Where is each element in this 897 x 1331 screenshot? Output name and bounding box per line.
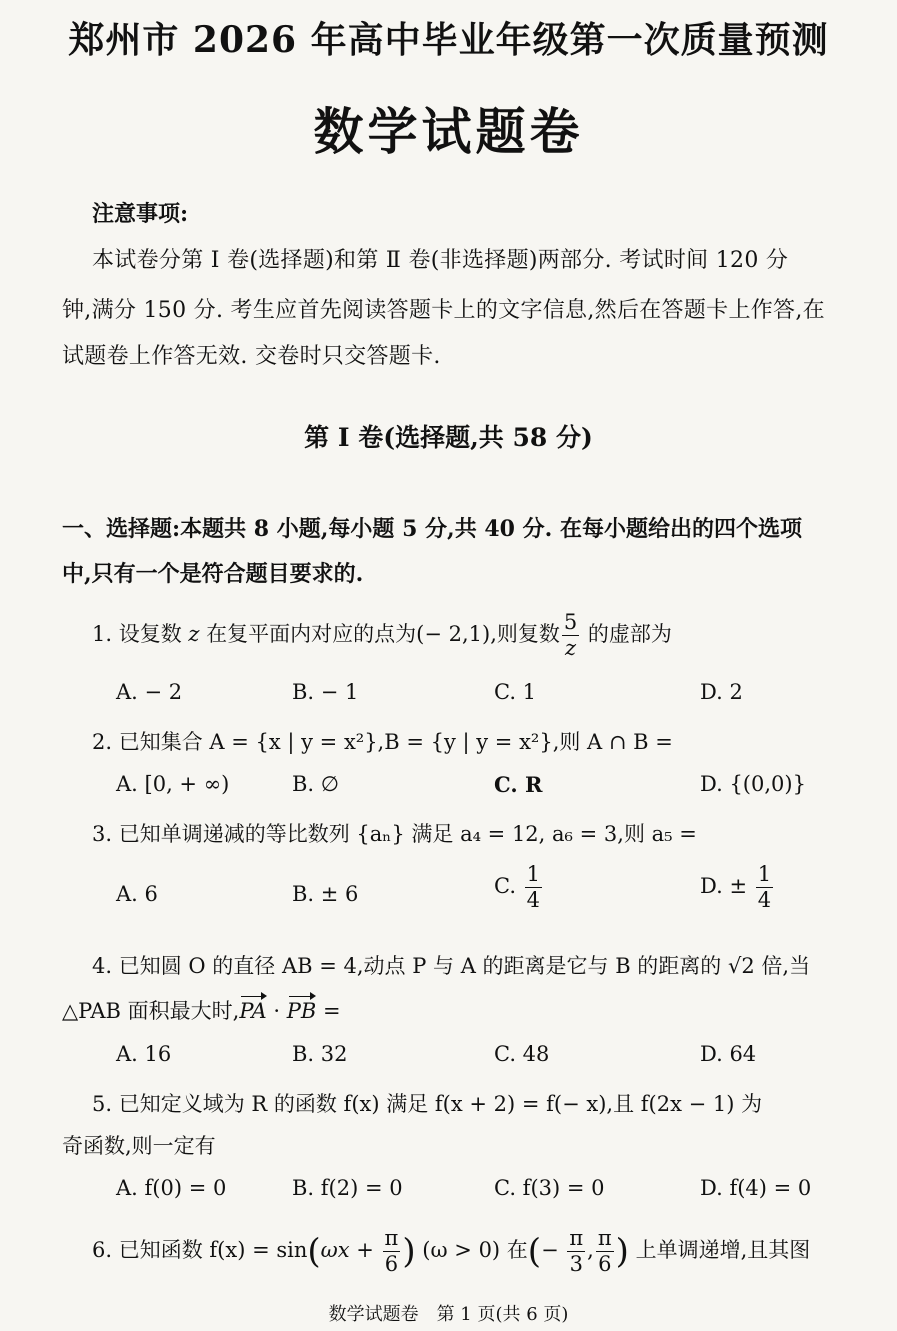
question-1-option-d: D. 2	[700, 680, 743, 704]
question-4-option-c: C. 48	[494, 1042, 550, 1066]
question-5-option-d: D. f(4) = 0	[700, 1176, 812, 1200]
question-5-option-b: B. f(2) = 0	[292, 1176, 403, 1200]
question-2-stem: 2. 已知集合 A = {x | y = x²},B = {y | y = x²},则 A ∩ B =	[92, 730, 673, 754]
question-1-stem: 1. 设复数 z 在复平面内对应的点为(− 2,1),则复数 $\frac{5}{z}$ 的虚部为	[92, 610, 672, 660]
section-intro-line-1: 一、选择题:本题共 8 小题,每小题 5 分,共 40 分. 在每小题给出的四个选项	[62, 516, 802, 542]
question-2-option-a: A. [0, + ∞)	[116, 772, 230, 796]
question-3-option-a: A. 6	[116, 882, 158, 906]
question-4-stem-line-1: 4. 已知圆 O 的直径 AB = 4,动点 P 与 A 的距离是它与 B 的距离的 √2 倍,当	[92, 954, 811, 978]
question-2-option-d: D. {(0,0)}	[700, 772, 806, 796]
question-4-option-b: B. 32	[292, 1042, 348, 1066]
question-1-fraction: $\frac{5}{z}$	[563, 610, 578, 660]
question-2-option-b: B. ∅	[292, 772, 340, 796]
question-3-option-b: B. ± 6	[292, 882, 359, 906]
question-4-option-d: D. 64	[700, 1042, 757, 1066]
notice-heading: 注意事项:	[92, 201, 189, 227]
question-1-option-b: B. − 1	[292, 680, 359, 704]
question-6-stem: 6. 已知函数 f(x) = sin(ωx + $\frac{\pi}{6}$ ) (ω > 0) 在(− $\frac{\pi}{3}$ , $\frac{\pi}{6}$ ) 上单调递增,且其图	[92, 1226, 811, 1276]
question-1-option-a: A. − 2	[116, 680, 183, 704]
section-title: 第 Ⅰ 卷(选择题,共 58 分)	[304, 423, 593, 452]
question-4-stem-line-2: △PAB 面积最大时,PA · PB =	[62, 999, 341, 1023]
vector-pb: PB	[286, 999, 317, 1023]
notice-line-3: 试题卷上作答无效. 交卷时只交答题卡.	[62, 344, 441, 369]
question-3-stem: 3. 已知单调递减的等比数列 {aₙ} 满足 a₄ = 12, a₆ = 3,则 a₅ =	[92, 822, 697, 846]
exam-subtitle: 数学试题卷	[313, 102, 584, 161]
question-4-option-a: A. 16	[116, 1042, 172, 1066]
page-footer: 数学试题卷 第 1 页(共 6 页)	[328, 1304, 569, 1325]
question-5-stem-line-2: 奇函数,则一定有	[62, 1134, 216, 1158]
exam-title: 郑州市 2026 年高中毕业年级第一次质量预测	[68, 19, 829, 61]
vector-pa: PA	[239, 999, 267, 1023]
question-3-option-c: C. $\frac{1}{4}$	[494, 862, 541, 912]
question-1-option-c: C. 1	[494, 680, 537, 704]
question-5-stem-line-1: 5. 已知定义域为 R 的函数 f(x) 满足 f(x + 2) = f(− x),且 f(2x − 1) 为	[92, 1092, 763, 1116]
section-intro-line-2: 中,只有一个是符合题目要求的.	[62, 561, 364, 587]
question-5-option-a: A. f(0) = 0	[116, 1176, 227, 1200]
notice-line-2: 钟,满分 150 分. 考生应首先阅读答题卡上的文字信息,然后在答题卡上作答,在	[62, 298, 825, 323]
question-3-option-d: D. ± $\frac{1}{4}$	[700, 862, 772, 912]
question-2-option-c: C. R	[494, 772, 543, 797]
question-5-option-c: C. f(3) = 0	[494, 1176, 605, 1200]
notice-line-1: 本试卷分第 Ⅰ 卷(选择题)和第 Ⅱ 卷(非选择题)两部分. 考试时间 120 分	[92, 248, 789, 273]
